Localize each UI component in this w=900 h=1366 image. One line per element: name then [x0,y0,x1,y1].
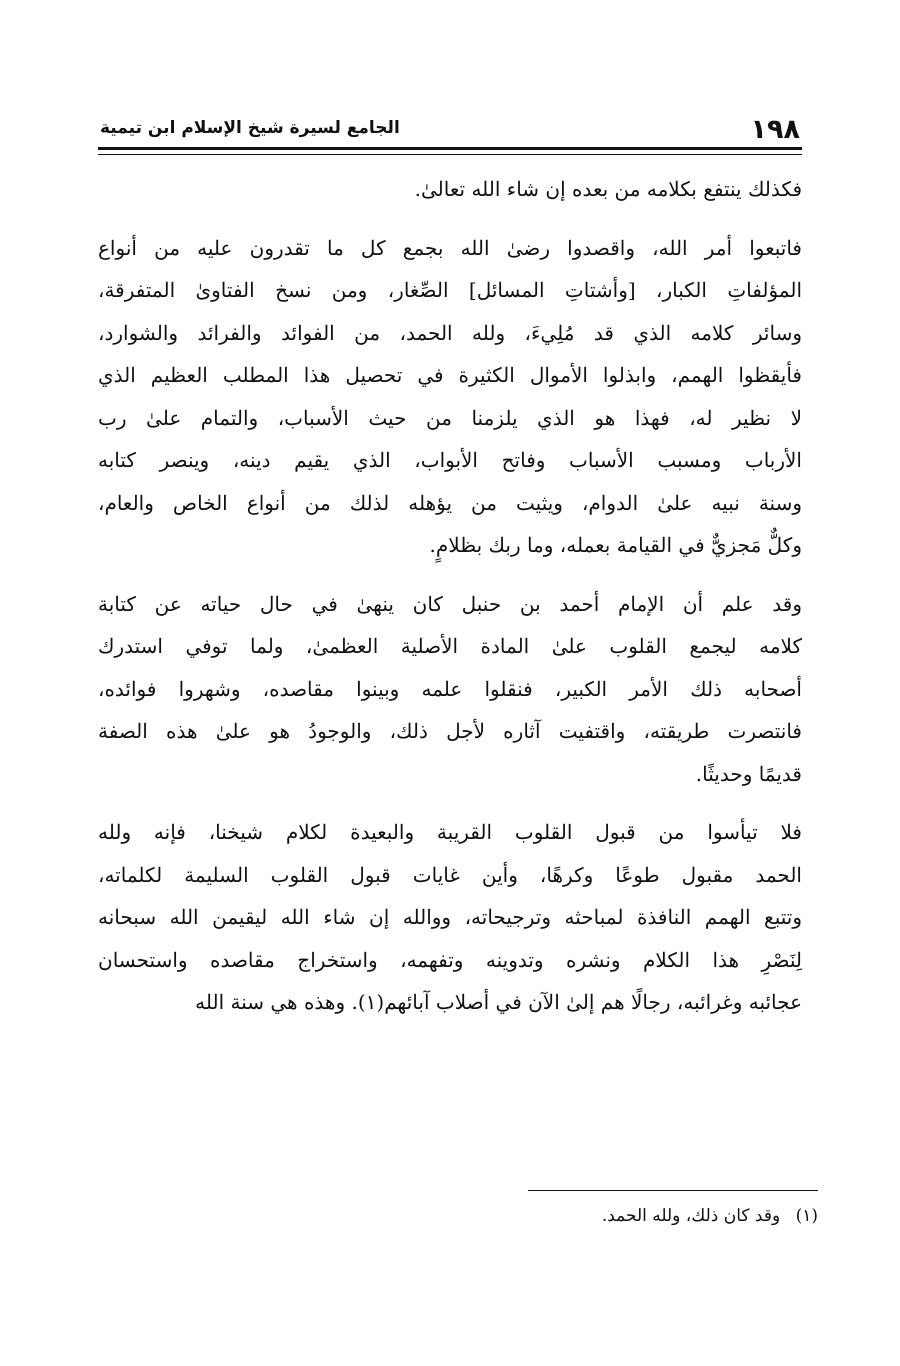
header-rule-thin [98,154,802,155]
paragraph [98,168,802,211]
text-line: وسائر كلامه الذي قد مُلِيءَ، ولله الحمد، من الفوائد والفرائد والشوارد، [98,320,802,345]
main-text [98,168,802,1024]
text-line: المؤلفاتِ الكبار، [وأشتاتِ المسائل] الصِّغار، ومن نسخ الفتاوىٰ المتفرقة، [98,278,802,302]
footnote [602,1206,818,1226]
text-line: وقد علم أن الإمام أحمد بن حنبل كان ينهىٰ في حال حياته عن كتابة [98,591,802,616]
paragraph [98,583,802,796]
text-line: وتتبع الهمم النافذة لمباحثه وترجيحاته، ووالله إن شاء الله ليقيمن الله سبحانه [98,905,802,929]
text-line: فلا تيأسوا من قبول القلوب القريبة والبعيدة لكلام شيخنا، فإنه ولله [98,820,802,844]
text-line: فأيقظوا الهمم، وابذلوا الأموال الكثيرة في تحصيل هذا المطلب العظيم الذي [98,363,802,387]
running-title: الجامع لسيرة شيخ الإسلام ابن تيمية [100,118,400,138]
text-line: لِنَصْرِ هذا الكلام ونشره وتدوينه وتفهمه، واستخراج مقاصده واستحسان [98,947,802,972]
paragraph-gap [98,567,802,583]
text-line: الحمد مقبول طوعًا وكرهًا، وأين غايات قبول القلوب السليمة لكلماته، [98,862,802,887]
text-line: الأرباب ومسبب الأسباب وفاتح الأبواب، الذي يقيم دينه، وينصر كتابه [98,448,802,472]
paragraph [98,227,802,567]
text-line: وكلٌّ مَجزيٌّ في القيامة بعمله، وما ربك بظلامٍ. [429,533,802,557]
text-line: فاتبعوا أمر الله، واقصدوا رضىٰ الله بجمع كل ما تقدرون عليه من أنواع [98,235,802,260]
paragraph-gap [98,211,802,227]
paragraph-gap [98,795,802,811]
text-line: فانتصرت طريقته، واقتفيت آثاره لأجل ذلك، والوجودُ هو علىٰ هذه الصفة [98,719,802,743]
text-line: وسنة نبيه علىٰ الدوام، ويثيت من يؤهله لذلك من أنواع الخاص والعام، [98,490,802,515]
text-line: قديمًا وحديثًا. [695,761,802,786]
text-line: لا نظير له، فهذا هو الذي يلزمنا من حيث الأسباب، والتمام علىٰ رب [98,405,802,430]
footnote-separator [528,1190,818,1191]
footnote-text: وقد كان ذلك، ولله الحمد. [601,1206,781,1226]
paragraph [98,811,802,1024]
page-header [98,112,802,150]
footnote-number: (١) [795,1206,818,1226]
text-line: أصحابه ذلك الأمر الكبير، فنقلوا علمه وبينوا مقاصده، وشهروا فوائده، [98,676,802,701]
text-line: فكذلك ينتفع بكلامه من بعده إن شاء الله تعالىٰ. [414,177,802,201]
text-line: كلامه ليجمع القلوب علىٰ المادة الأصلية العظمىٰ، ولما توفي استدرك [98,634,802,658]
page-number: ١٩٨ [750,114,800,145]
header-rule-thick [98,147,802,150]
text-line: عجائبه وغرائبه، رجالًا هم إلىٰ الآن في أصلاب آبائهم(١). وهذه هي سنة الله [195,990,802,1014]
